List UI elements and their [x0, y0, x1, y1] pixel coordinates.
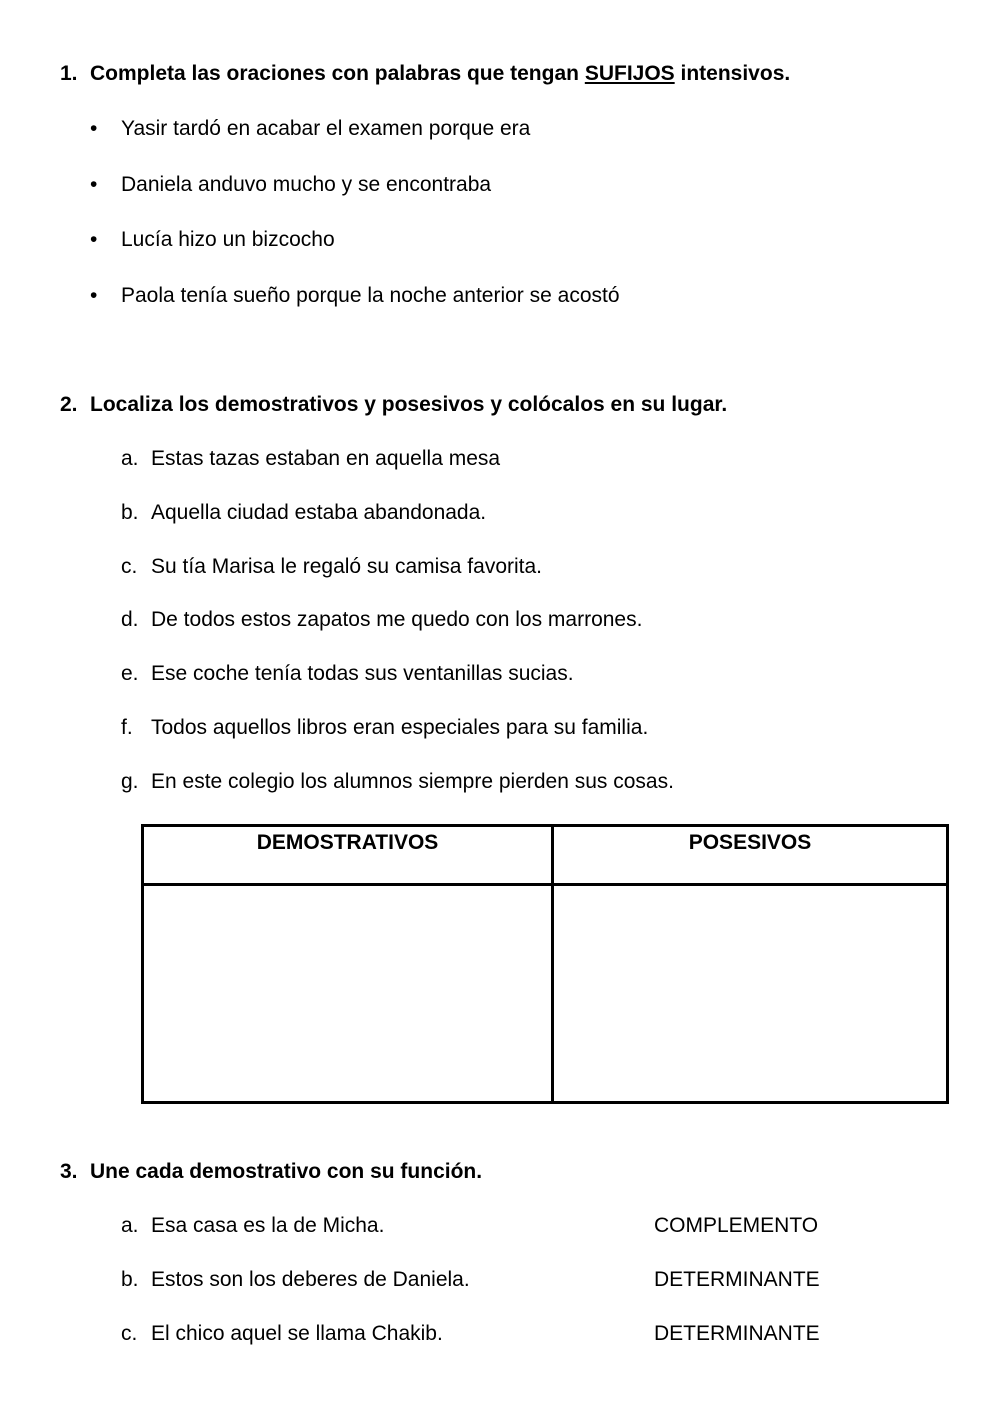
q1-title-underlined: SUFIJOS [584, 62, 675, 85]
q3-item-text: El chico aquel se llama Chakib. [151, 1322, 443, 1345]
q3-function-b[interactable]: DETERMINANTE [654, 1268, 820, 1291]
q2-item-text: Su tía Marisa le regaló su camisa favorita. [151, 555, 543, 578]
q1-number: 1. [60, 62, 78, 85]
q3-number: 3. [60, 1160, 78, 1183]
q2-title-text: Localiza los demostrativos y posesivos y colócalos en su lugar. [90, 393, 728, 416]
q2-item-text: Todos aquellos libros eran especiales para su familia. [151, 716, 649, 739]
q2-item-letter: a. [121, 447, 139, 470]
q2-item-letter: g. [121, 770, 139, 793]
q3-item-letter: c. [121, 1322, 138, 1345]
q2-item-text: De todos estos zapatos me quedo con los marrones. [151, 608, 643, 631]
q1-item-1-text: Yasir tardó en acabar el examen porque era [121, 117, 531, 140]
q1-title-before: Completa las oraciones con palabras que tengan [90, 62, 585, 85]
q3-item-b [121, 1268, 470, 1292]
q3-function-a[interactable]: COMPLEMENTO [654, 1214, 819, 1237]
q2-item-letter: e. [121, 662, 139, 685]
q2-item-letter: c. [121, 555, 138, 578]
table-header-posesivos: POSESIVOS [688, 831, 812, 854]
q3-item-letter: a. [121, 1214, 139, 1237]
q1-item-3 [90, 228, 335, 252]
q2-item-text: Aquella ciudad estaba abandonada. [151, 501, 487, 524]
q1-item-4 [90, 284, 620, 308]
q3-item-a [121, 1214, 384, 1238]
q1-item-4-text: Paola tenía sueño porque la noche anterior se acostó [121, 284, 620, 307]
q3-title [60, 1160, 482, 1184]
q3-item-letter: b. [121, 1268, 139, 1291]
q1-item-2-text: Daniela anduvo mucho y se encontraba [121, 173, 492, 196]
q2-item-letter: f. [121, 716, 133, 739]
bullet-icon: • [90, 284, 98, 307]
posesivos-answer-cell[interactable] [554, 886, 946, 1101]
bullet-icon: • [90, 173, 98, 196]
q2-item-text: Ese coche tenía todas sus ventanillas sucias. [151, 662, 574, 685]
q2-item-text: Estas tazas estaban en aquella mesa [151, 447, 501, 470]
q2-item-e [121, 662, 574, 686]
q2-item-text: En este colegio los alumnos siempre pierden sus cosas. [151, 770, 674, 793]
q3-title-text: Une cada demostrativo con su función. [90, 1160, 483, 1183]
q3-item-text: Estos son los deberes de Daniela. [151, 1268, 470, 1291]
q2-title [60, 393, 727, 417]
q3-function-c[interactable]: DETERMINANTE [654, 1322, 820, 1345]
q2-item-b [121, 501, 486, 525]
q1-item-2 [90, 173, 492, 197]
q2-item-letter: b. [121, 501, 139, 524]
q2-item-d [121, 608, 642, 632]
q1-title-after: intensivos. [674, 62, 791, 85]
q2-item-f [121, 716, 648, 740]
q3-item-c [121, 1322, 443, 1346]
answer-table [141, 824, 949, 1104]
q1-item-3-text: Lucía hizo un bizcocho [121, 228, 335, 251]
q2-number: 2. [60, 393, 78, 416]
bullet-icon: • [90, 228, 98, 251]
q2-item-g [121, 770, 674, 794]
q1-title [60, 62, 790, 86]
bullet-icon: • [90, 117, 98, 140]
q2-item-a [121, 447, 500, 471]
q2-item-letter: d. [121, 608, 139, 631]
q1-item-1 [90, 117, 531, 141]
demostrativos-answer-cell[interactable] [144, 886, 551, 1101]
q3-item-text: Esa casa es la de Micha. [151, 1214, 385, 1237]
q2-item-c [121, 555, 542, 579]
table-header-demostrativos: DEMOSTRATIVOS [256, 831, 439, 854]
